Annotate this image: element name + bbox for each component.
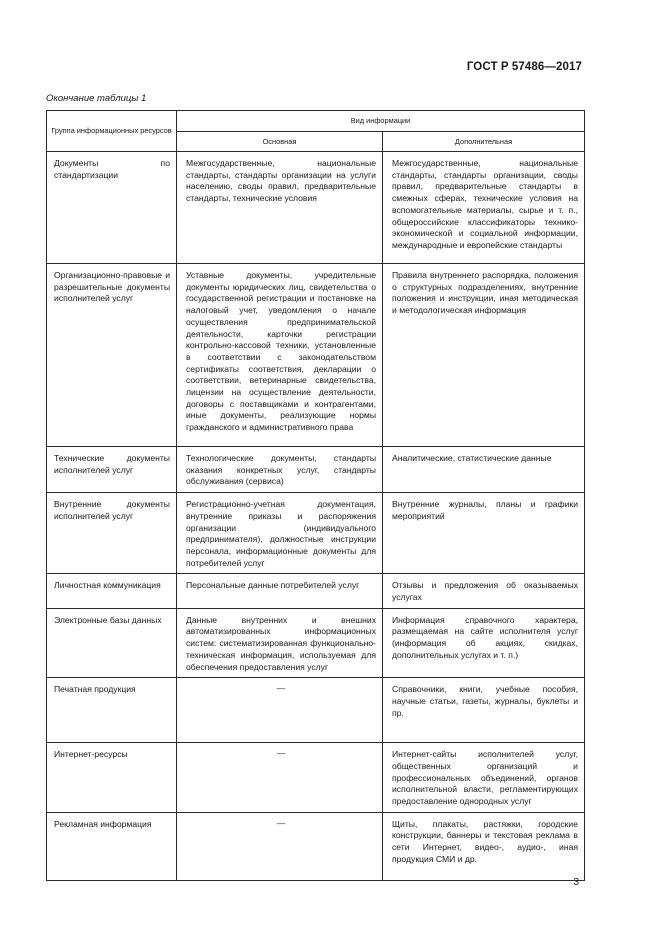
table-row xyxy=(47,152,585,264)
group-cell: Интернет-ресурсы xyxy=(47,743,177,813)
table-row xyxy=(47,608,585,678)
table-caption: Окончание таблицы 1 xyxy=(46,93,147,104)
extra-info-cell: Аналитические, статистические данные xyxy=(383,447,585,493)
table-row xyxy=(47,812,585,880)
column-header-kind: Вид информации xyxy=(177,111,585,132)
page-number: 3 xyxy=(573,877,579,888)
main-info-cell: Данные внутренних и внешних автоматизированных информационных систем: систематизированная функционально-техническая информация, используемая для обеспечения предоставления услуг xyxy=(177,608,383,678)
extra-info-cell: Справочники, книги, учебные пособия, научные статьи, газеты, журналы, буклеты и пр. xyxy=(383,678,585,743)
group-cell: Технические документы исполнителей услуг xyxy=(47,447,177,493)
main-info-cell: Регистрационно-учетная документация, внутренние приказы и распоряжения организации (индивидуального предпринимателя), должностные инструкции персонала, информационные документы для потребителей услуг xyxy=(177,493,383,574)
main-info-cell: — xyxy=(177,678,383,743)
group-cell: Личностная коммуникация xyxy=(47,574,177,608)
main-info-cell: Технологические документы, стандарты оказания конкретных услуг, стандарты обслуживания (сервиса) xyxy=(177,447,383,493)
column-header-main: Основная xyxy=(177,132,383,152)
extra-info-cell: Межгосударственные, национальные стандарты, стандарты организации, своды правил, предварительные стандарты в смежных сферах, технические условия на вспомогательные материалы, сырье и т. п., общероссийские классификаторы технико-экономической и социальной информации, международные и европейские стандарты xyxy=(383,152,585,264)
main-info-cell: Персональные данные потребителей услуг xyxy=(177,574,383,608)
group-cell: Рекламная информация xyxy=(47,812,177,880)
main-info-cell: Уставные документы, учредительные документы юридических лиц, свидетельства о государственной регистрации и постановке на налоговый учет, уведомления о начале осуществления предпринимательской деятельности, карточки регистрации контрольно-кассовой техники, установленные в соответствии с законодательством сертификаты соответствия, декларации о соответствии, ветеринарные свидетельства, лицензии на осуществление деятельности, договоры с поставщиками и контрагентами, иные документы, реализующие нормы гражданского и административного права xyxy=(177,264,383,447)
group-cell: Организационно-правовые и разрешительные документы исполнителей услуг xyxy=(47,264,177,447)
extra-info-cell: Информация справочного характера, размещаемая на сайте исполнителя услуг (информация об акциях, скидках, дополнительных услугах и т. п.) xyxy=(383,608,585,678)
table-row xyxy=(47,264,585,447)
group-cell: Печатная продукция xyxy=(47,678,177,743)
main-info-cell: — xyxy=(177,812,383,880)
group-cell: Внутренние документы исполнителей услуг xyxy=(47,493,177,574)
extra-info-cell: Интернет-сайты исполнителей услуг, общественных организаций и профессиональных объединений, органов исполнительной власти, регламентирующих предоставление однородных услуг xyxy=(383,743,585,813)
group-cell: Электронные базы данных xyxy=(47,608,177,678)
table-row xyxy=(47,743,585,813)
extra-info-cell: Отзывы и предложения об оказываемых услугах xyxy=(383,574,585,608)
extra-info-cell: Правила внутреннего распорядка, положения о структурных подразделениях, внутренние положения и инструкции, иная методическая и методологическая информация xyxy=(383,264,585,447)
information-resources-table xyxy=(46,110,585,881)
extra-info-cell: Внутренние журналы, планы и графики мероприятий xyxy=(383,493,585,574)
column-header-extra: Дополнительная xyxy=(383,132,585,152)
table-row xyxy=(47,574,585,608)
main-info-cell: — xyxy=(177,743,383,813)
table-row xyxy=(47,447,585,493)
main-info-cell: Межгосударственные, национальные стандарты, стандарты организации на услуги населению, своды правил, предварительные стандарты, технические условия xyxy=(177,152,383,264)
extra-info-cell: Щиты, плакаты, растяжки, городские конструкции, баннеры и текстовая реклама в сети Интернет, видео-, аудио-, иная продукция СМИ и др. xyxy=(383,812,585,880)
column-header-group: Группа информационных ресурсов xyxy=(47,111,177,152)
standard-id: ГОСТ Р 57486—2017 xyxy=(466,61,582,73)
table-row xyxy=(47,493,585,574)
group-cell: Документы по стандартизации xyxy=(47,152,177,264)
table-row xyxy=(47,678,585,743)
